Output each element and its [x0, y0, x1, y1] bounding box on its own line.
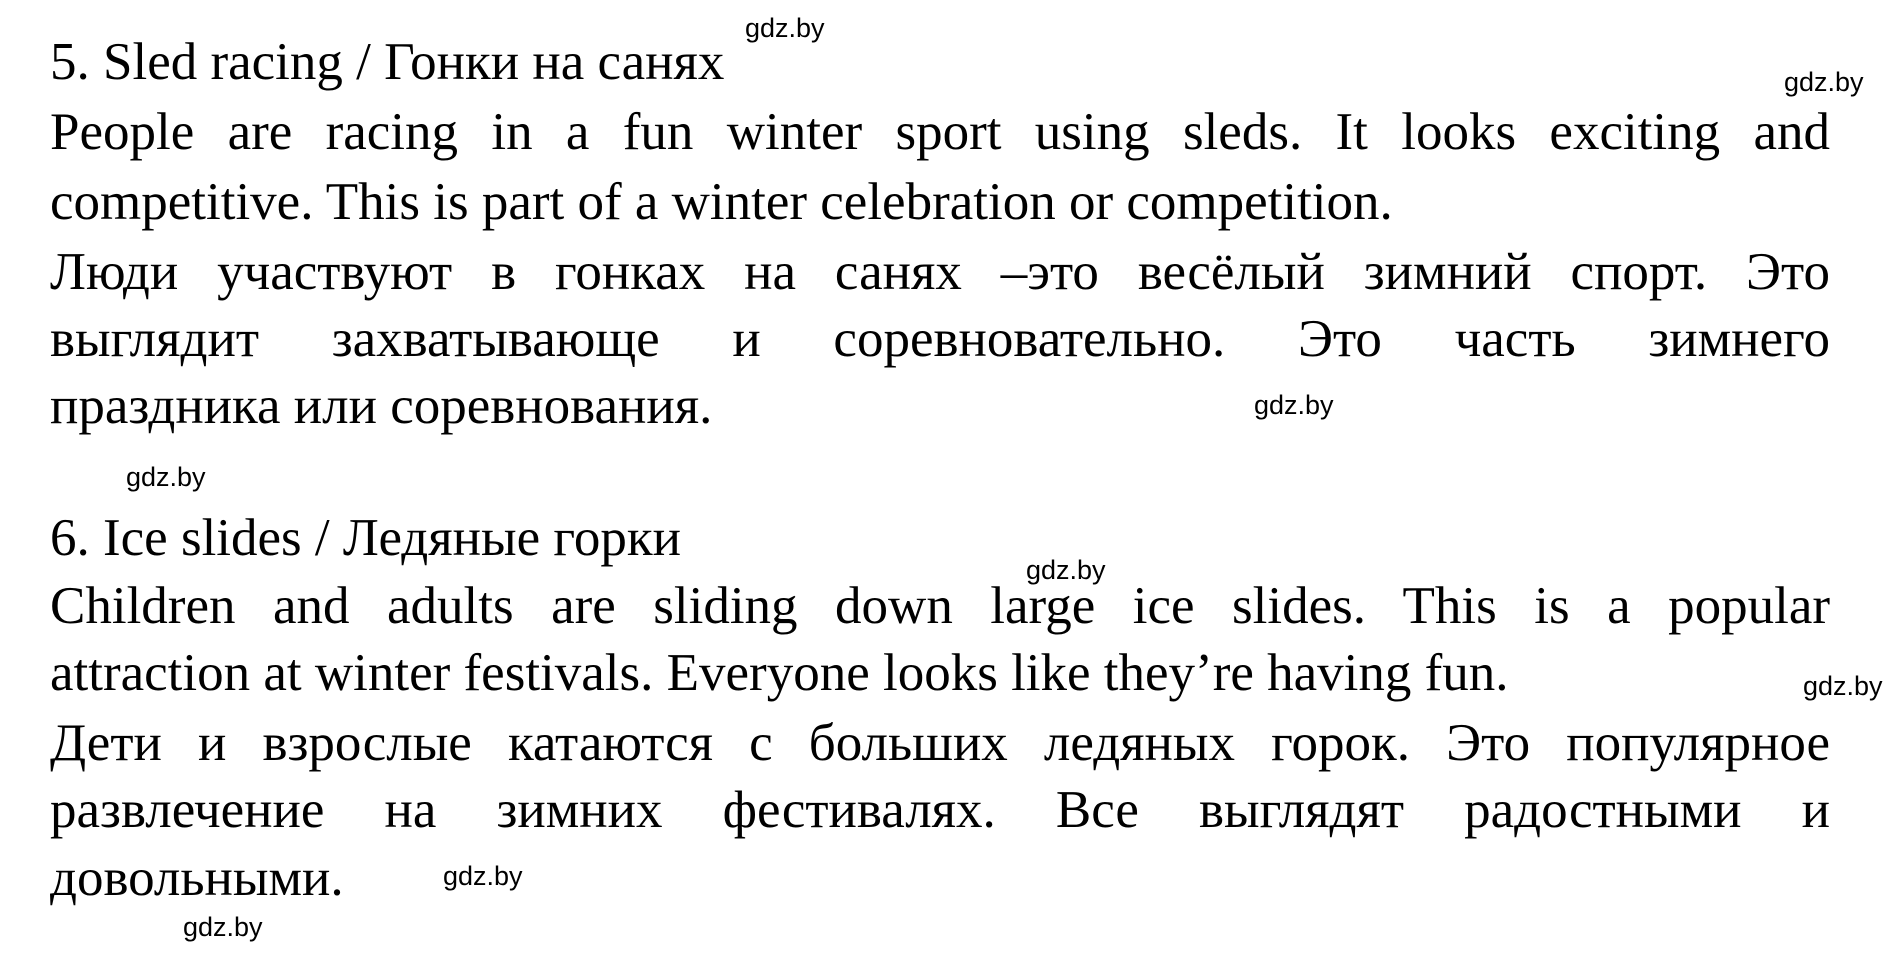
section-heading-ice-slides: 6. Ice slides / Ледяные горки: [50, 509, 681, 567]
paragraph-line: праздника или соревнования.: [50, 377, 713, 435]
watermark: gdz.by: [1026, 555, 1106, 585]
paragraph-line: довольными.: [50, 849, 344, 907]
watermark: gdz.by: [183, 912, 263, 942]
paragraph-line: People are racing in a fun winter sport using sleds. It looks exciting and: [50, 103, 1830, 161]
paragraph-line: Children and adults are sliding down large ice slides. This is a popular: [50, 577, 1830, 635]
paragraph-line: attraction at winter festivals. Everyone looks like they’re having fun.: [50, 644, 1509, 702]
section-heading-sled-racing: 5. Sled racing / Гонки на санях: [50, 33, 725, 91]
watermark: gdz.by: [443, 861, 523, 891]
watermark: gdz.by: [126, 462, 206, 492]
watermark: gdz.by: [1803, 671, 1883, 701]
watermark: gdz.by: [1784, 67, 1864, 97]
watermark: gdz.by: [1254, 390, 1334, 420]
watermark: gdz.by: [745, 13, 825, 43]
paragraph-line: competitive. This is part of a winter celebration or competition.: [50, 173, 1393, 231]
paragraph-line: развлечение на зимних фестивалях. Все выглядят радостными и: [50, 781, 1830, 839]
paragraph-line: Люди участвуют в гонках на санях –это весёлый зимний спорт. Это: [50, 243, 1830, 301]
paragraph-line: выглядит захватывающе и соревновательно. Это часть зимнего: [50, 310, 1830, 368]
paragraph-line: Дети и взрослые катаются с больших ледяных горок. Это популярное: [50, 714, 1830, 772]
